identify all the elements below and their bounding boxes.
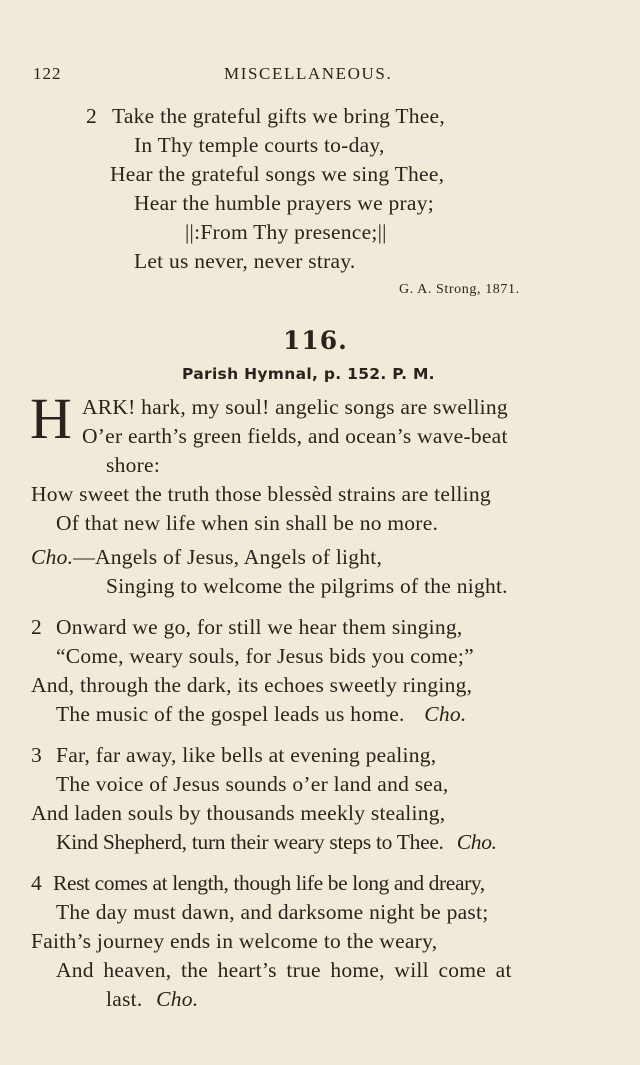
- chorus-ref: Cho.: [156, 987, 199, 1011]
- verse-line: Onward we go, for still we hear them singing,: [56, 615, 463, 639]
- verse-line: Rest comes at length, though life be long and dreary,: [53, 871, 485, 895]
- chorus-line: Singing to welcome the pilgrims of the night.: [106, 574, 508, 598]
- verse-line: ||:From Thy presence;||: [185, 220, 387, 244]
- verse-line: [56, 829, 497, 855]
- verse-line: How sweet the truth those blessèd strains are telling: [31, 482, 491, 506]
- stanza-number: 2: [86, 104, 97, 128]
- verse-text: The music of the gospel leads us home.: [56, 702, 405, 726]
- verse-line: Hear the humble prayers we pray;: [134, 191, 434, 215]
- verse-text: last.: [106, 987, 143, 1011]
- hymn-number: 116.: [283, 326, 348, 355]
- chorus-ref: Cho.: [456, 830, 497, 854]
- stanza-number: 2: [31, 615, 42, 639]
- author-name: G. A. Strong,: [399, 282, 482, 297]
- chorus-ref: Cho.: [424, 702, 467, 726]
- verse-line: And heaven, the heart’s true home, will come at: [56, 958, 512, 982]
- chorus-text: —Angels of Jesus, Angels of light,: [73, 545, 383, 569]
- verse-line: Of that new life when sin shall be no more.: [56, 511, 439, 535]
- verse-line: Faith’s journey ends in welcome to the weary,: [31, 929, 438, 953]
- verse-line: O’er earth’s green fields, and ocean’s wave-beat: [82, 424, 508, 448]
- chorus-line: [31, 544, 382, 570]
- verse-line: Let us never, never stray.: [134, 249, 356, 273]
- verse-line: “Come, weary souls, for Jesus bids you come;”: [56, 644, 474, 668]
- verse-line: The voice of Jesus sounds o’er land and sea,: [56, 772, 449, 796]
- chorus-label: Cho.: [31, 545, 74, 569]
- verse-line: Hear the grateful songs we sing Thee,: [110, 162, 445, 186]
- verse-line: ARK! hark, my soul! angelic songs are swelling: [82, 395, 508, 419]
- verse-line: In Thy temple courts to-day,: [134, 133, 385, 157]
- verse-line: The day must dawn, and darksome night be past;: [56, 900, 489, 924]
- stanza-number: 3: [31, 743, 42, 767]
- verse-line: [106, 986, 198, 1012]
- page-number: 122: [33, 64, 62, 83]
- verse-line: And laden souls by thousands meekly stealing,: [31, 801, 446, 825]
- verse-text: Kind Shepherd, turn their weary steps to Thee.: [56, 830, 444, 854]
- tune-reference: Parish Hymnal, p. 152. P. M.: [182, 365, 435, 383]
- verse-line: [56, 701, 467, 727]
- stanza-number: 4: [31, 871, 42, 895]
- verse-line: Far, far away, like bells at evening pealing,: [56, 743, 437, 767]
- drop-cap: H: [30, 386, 72, 451]
- verse-line: And, through the dark, its echoes sweetly ringing,: [31, 673, 473, 697]
- verse-line: Take the grateful gifts we bring Thee,: [112, 104, 445, 128]
- author-year: 1871.: [485, 282, 520, 297]
- verse-line: shore:: [106, 453, 161, 477]
- author-credit: [399, 277, 520, 303]
- running-title: MISCELLANEOUS.: [224, 64, 393, 83]
